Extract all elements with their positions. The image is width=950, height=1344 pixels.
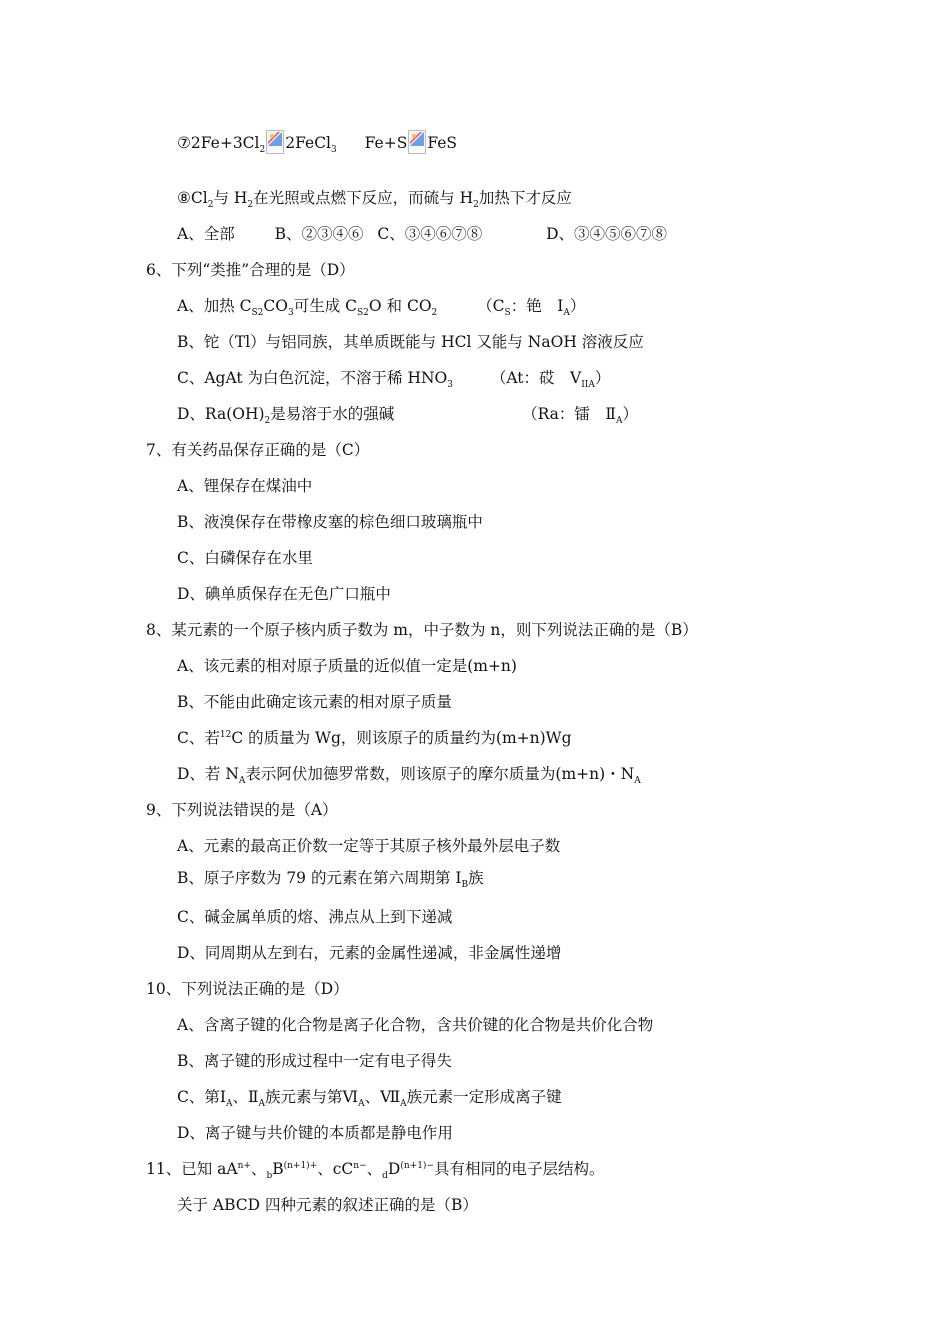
- subscript: d: [382, 1171, 388, 1182]
- subscript: A: [258, 1099, 266, 1110]
- text: （At：砹 V: [490, 369, 582, 387]
- subscript: 2: [473, 200, 479, 211]
- option-d: D、③④⑤⑥⑦⑧: [546, 225, 668, 243]
- text: 、Ⅱ: [232, 1088, 259, 1106]
- subscript: 2: [207, 200, 214, 211]
- subscript: A: [358, 1099, 365, 1110]
- text: C、若: [177, 729, 220, 747]
- text: 是易溶于水的强碱: [270, 405, 395, 423]
- text: 、: [250, 1160, 267, 1178]
- question-8-option-b: B、不能由此确定该元素的相对原子质量: [177, 693, 452, 711]
- subscript: 3: [287, 308, 294, 319]
- question-8: 8、某元素的一个原子核内质子数为 m，中子数为 n，则下列说法正确的是（B）: [146, 621, 698, 639]
- text: ）: [569, 297, 586, 315]
- subscript: S2: [251, 308, 264, 319]
- subscript: 2: [247, 200, 254, 211]
- question-8-option-c: [177, 728, 572, 748]
- text: ）: [594, 369, 611, 387]
- question-11: [146, 1159, 605, 1182]
- text: （C: [477, 297, 505, 315]
- question-8-option-a: A、该元素的相对原子质量的近似值一定是(m+n): [177, 657, 517, 675]
- options-q5: [177, 224, 667, 244]
- superscript: (n+1)+: [283, 1160, 318, 1171]
- text: FeS: [427, 134, 458, 152]
- text: ）: [622, 405, 638, 423]
- text: C、AgAt 为白色沉淀，不溶于稀 HNO: [177, 369, 448, 387]
- question-10-option-c: [177, 1087, 562, 1110]
- question-11-stem: 关于 ABCD 四种元素的叙述正确的是（B）: [177, 1196, 478, 1214]
- text: C、第Ⅰ: [177, 1088, 226, 1106]
- subscript: 2: [264, 416, 271, 427]
- subscript: S: [504, 308, 511, 319]
- question-6-option-d: [177, 404, 638, 427]
- subscript: S2: [357, 308, 369, 319]
- broken-image-icon: [266, 130, 284, 154]
- subscript: 3: [447, 380, 454, 391]
- question-6-option-c: [177, 368, 611, 391]
- option-b: B、②③④⑥: [274, 225, 364, 243]
- text: 表示阿伏加德罗常数，则该原子的摩尔质量为(m+n)・N: [245, 765, 635, 783]
- question-7-option-a: A、锂保存在煤油中: [177, 477, 313, 495]
- subscript: A: [238, 776, 246, 787]
- superscript: 12: [219, 729, 232, 740]
- text: 加热下才反应: [478, 189, 572, 207]
- text: 族: [468, 869, 484, 887]
- superscript: n−: [353, 1160, 367, 1171]
- question-10: 10、下列说法正确的是（D）: [146, 980, 349, 998]
- text: B: [272, 1160, 284, 1178]
- question-10-option-b: B、离子键的形成过程中一定有电子得失: [177, 1052, 452, 1070]
- subscript: IIA: [581, 380, 595, 391]
- text: D、Ra(OH): [177, 405, 265, 423]
- text: B、原子序数为 79 的元素在第六周期第 I: [177, 869, 462, 887]
- broken-image-icon: [408, 130, 426, 154]
- text: 族元素与第Ⅵ: [265, 1088, 359, 1106]
- text: O 和 CO: [368, 297, 432, 315]
- text: CO: [263, 297, 288, 315]
- question-7-option-b: B、液溴保存在带橡皮塞的棕色细口玻璃瓶中: [177, 513, 483, 531]
- question-8-option-d: [177, 764, 641, 787]
- option-c: C、③④⑥⑦⑧: [377, 225, 483, 243]
- text: ⑦2Fe+3Cl: [177, 134, 260, 152]
- reaction-line-7: [177, 130, 457, 154]
- subscript: 3: [331, 145, 337, 156]
- text: 可生成 C: [293, 297, 357, 315]
- text: 2FeCl: [285, 134, 332, 152]
- text: D: [387, 1160, 401, 1178]
- statement-8: [177, 188, 572, 211]
- question-6-option-b: B、铊（Tl）与铝同族，其单质既能与 HCl 又能与 NaOH 溶液反应: [177, 333, 644, 351]
- text: D、若 N: [177, 765, 239, 783]
- subscript: 2: [259, 145, 266, 156]
- text: A、加热 C: [177, 297, 252, 315]
- subscript: b: [266, 1171, 273, 1182]
- question-9: 9、下列说法错误的是（A）: [146, 801, 338, 819]
- superscript: (n+1)−: [400, 1160, 434, 1171]
- text: C 的质量为 Wg，则该原子的质量约为(m+n)Wg: [231, 729, 572, 747]
- text: （Ra：镭 Ⅱ: [522, 405, 616, 423]
- question-6: 6、下列“类推”合理的是（D）: [146, 261, 355, 279]
- question-7-option-c: C、白磷保存在水里: [177, 549, 313, 567]
- question-9-option-b: [177, 868, 484, 891]
- question-7-option-d: D、碘单质保存在无色广口瓶中: [177, 585, 391, 603]
- question-6-option-a: [177, 296, 586, 319]
- text: Fe+S: [364, 134, 408, 152]
- text: 、cC: [317, 1160, 354, 1178]
- question-9-option-d: D、同周期从左到右，元素的金属性递减，非金属性递增: [177, 944, 562, 962]
- subscript: A: [615, 416, 623, 427]
- superscript: n+: [237, 1160, 251, 1171]
- text: 在光照或点燃下反应，而硫与 H: [253, 189, 474, 207]
- subscript: 2: [431, 308, 438, 319]
- subscript: A: [634, 776, 641, 787]
- text: 族元素一定形成离子键: [406, 1088, 562, 1106]
- question-9-option-c: C、碱金属单质的熔、沸点从上到下递减: [177, 908, 453, 926]
- text: 、: [366, 1160, 383, 1178]
- subscript: A: [563, 308, 570, 319]
- text: 、Ⅶ: [364, 1088, 401, 1106]
- subscript: A: [400, 1099, 407, 1110]
- text: 与 H: [213, 189, 248, 207]
- question-10-option-a: A、含离子键的化合物是离子化合物，含共价键的化合物是共价化合物: [177, 1016, 654, 1034]
- question-7: 7、有关药品保存正确的是（C）: [146, 441, 370, 459]
- text: ：铯 I: [510, 297, 564, 315]
- text: ⑧Cl: [177, 189, 208, 207]
- question-9-option-a: A、元素的最高正价数一定等于其原子核外最外层电子数: [177, 837, 561, 855]
- subscript: B: [461, 880, 469, 891]
- text: 11、已知 aA: [146, 1160, 238, 1178]
- question-10-option-d: D、离子键与共价键的本质都是静电作用: [177, 1124, 453, 1142]
- text: 具有相同的电子层结构。: [434, 1160, 605, 1178]
- option-a: A、全部: [177, 225, 235, 243]
- subscript: A: [225, 1099, 233, 1110]
